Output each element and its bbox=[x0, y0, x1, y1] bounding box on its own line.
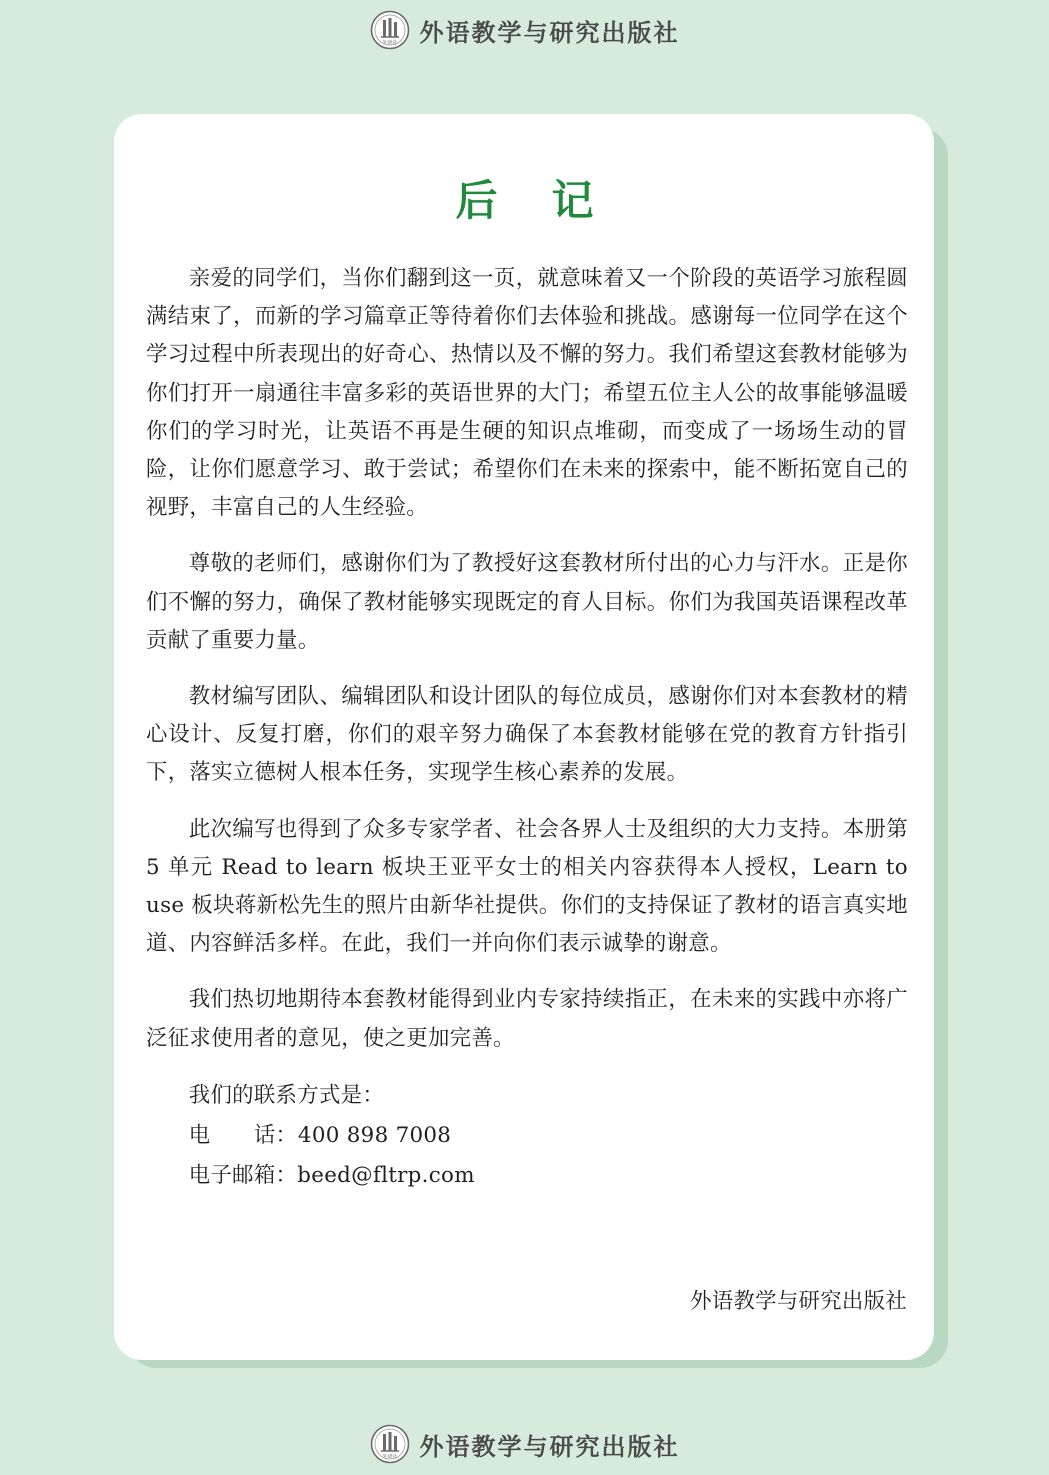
email-address: beed@fltrp.com bbox=[297, 1162, 475, 1188]
paragraph-support: 此次编写也得到了众多专家学者、社会各界人士及组织的大力支持。本册第 5 单元 Read to learn 板块王亚平女士的相关内容获得本人授权，Learn to use 板块蒋新松先生的照片由新华社提供。你们的支持保证了教材的语言真实地道、内容鲜活多样。在此，我们一并向你们表示诚挚的谢意。 bbox=[146, 816, 908, 957]
email-label: 电子邮箱： bbox=[188, 1162, 298, 1188]
publisher-logo-icon bbox=[370, 1424, 410, 1464]
publisher-name: 外语教学与研究出版社 bbox=[419, 18, 680, 47]
publisher-logo-icon bbox=[370, 10, 410, 50]
article-body bbox=[146, 260, 908, 1196]
logo-text: 外研社 bbox=[381, 40, 398, 46]
page-title: 后记 bbox=[455, 176, 648, 225]
contact-intro: 我们的联系方式是： bbox=[188, 1082, 385, 1108]
publisher-header bbox=[0, 2, 1049, 58]
contact-phone-line bbox=[146, 1116, 908, 1156]
logo-text: 外研社 bbox=[381, 1454, 398, 1460]
paragraph-teams: 教材编写团队、编辑团队和设计团队的每位成员，感谢你们对本套教材的精心设计、反复打磨，你们的艰辛努力确保了本套教材能够在党的教育方针指引下，落实立德树人根本任务，实现学生核心素养的发展。 bbox=[146, 684, 908, 786]
paragraph-students: 亲爱的同学们，当你们翻到这一页，就意味着又一个阶段的英语学习旅程圆满结束了，而新的学习篇章正等待着你们去体验和挑战。感谢每一位同学在这个学习过程中所表现出的好奇心、热情以及不懈的努力。我们希望这套教材能够为你们打开一扇通往丰富多彩的英语世界的大门；希望五位主人公的故事能够温暖你们的学习时光，让英语不再是生硬的知识点堆砌，而变成了一场场生动的冒险，让你们愿意学习、敢于尝试；希望你们在未来的探索中，能不断拓宽自己的视野，丰富自己的人生经验。 bbox=[146, 266, 908, 521]
publisher-footer bbox=[0, 1416, 1049, 1472]
phone-label: 电 话： bbox=[188, 1122, 298, 1148]
contact-email-line bbox=[146, 1156, 908, 1196]
signature: 外语教学与研究出版社 bbox=[690, 1289, 907, 1314]
paragraph-teachers: 尊敬的老师们，感谢你们为了教授好这套教材所付出的心力与汗水。正是你们不懈的努力，确保了教材能够实现既定的育人目标。你们为我国英语课程改革贡献了重要力量。 bbox=[146, 551, 908, 653]
publisher-name: 外语教学与研究出版社 bbox=[419, 1432, 680, 1461]
paragraph-expectation: 我们热切地期待本套教材能得到业内专家持续指正，在未来的实践中亦将广泛征求使用者的意见，使之更加完善。 bbox=[146, 987, 908, 1051]
phone-number: 400 898 7008 bbox=[297, 1122, 452, 1148]
contact-info bbox=[146, 1076, 908, 1196]
